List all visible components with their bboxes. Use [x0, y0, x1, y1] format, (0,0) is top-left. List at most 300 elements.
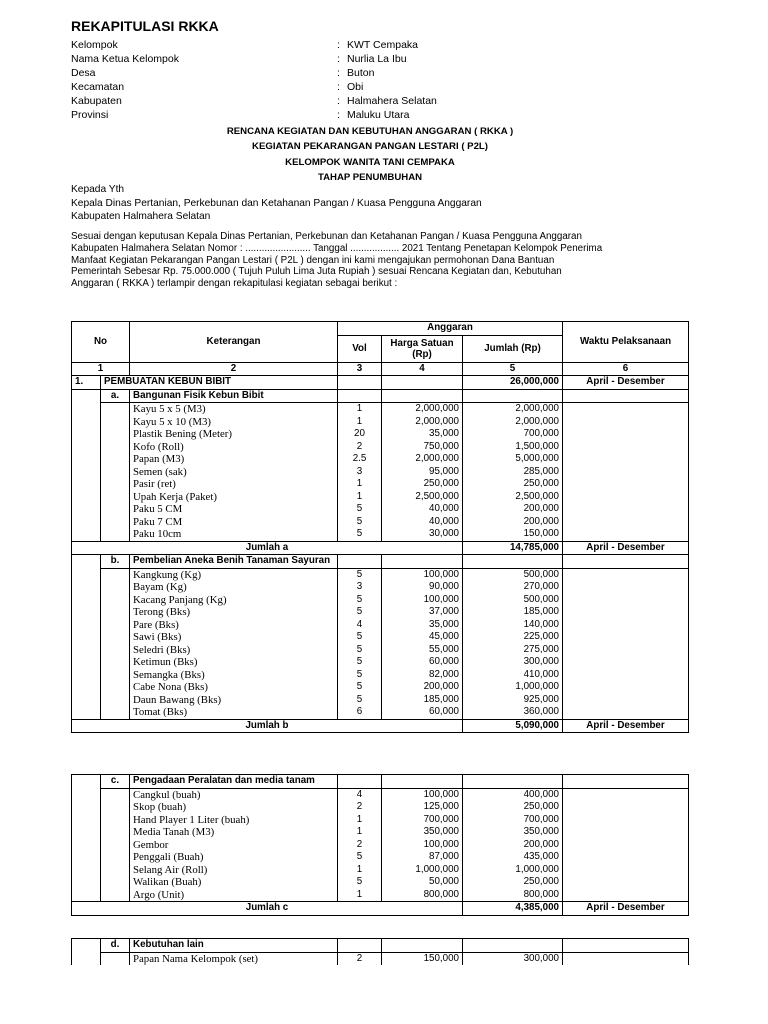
item-row [72, 619, 689, 632]
info-value: Buton [347, 67, 375, 79]
item-spacer-cell [101, 826, 130, 839]
item-harga: 90,000 [382, 581, 463, 594]
section-header-row [72, 389, 689, 403]
item-vol: 5 [338, 568, 382, 581]
item-jumlah: 285,000 [463, 466, 563, 479]
letter-regency: Kabupaten Halmahera Selatan [71, 211, 211, 222]
item-vol: 2 [338, 441, 382, 454]
item-spacer-cell [101, 581, 130, 594]
subtotal-label: Jumlah c [72, 902, 463, 916]
header-no: No [72, 322, 130, 363]
item-row [72, 581, 689, 594]
item-spacer-cell [101, 428, 130, 441]
item-name: Kangkung (Kg) [130, 568, 338, 581]
empty-cell [338, 775, 382, 789]
item-waktu-cell [563, 656, 689, 669]
subtotal-waktu: April - Desember [563, 902, 689, 916]
item-jumlah: 800,000 [463, 889, 563, 902]
empty-cell [338, 555, 382, 569]
group-info [71, 38, 671, 122]
item-harga: 2,000,000 [382, 403, 463, 416]
item-row [72, 656, 689, 669]
item-jumlah: 185,000 [463, 606, 563, 619]
item-waktu-cell [563, 428, 689, 441]
item-waktu-cell [563, 681, 689, 694]
section-spacer-cell [72, 389, 101, 403]
item-vol: 2 [338, 801, 382, 814]
item-waktu-cell [563, 516, 689, 529]
item-waktu-cell [563, 706, 689, 719]
item-vol: 5 [338, 516, 382, 529]
item-spacer-cell [101, 478, 130, 491]
item-waktu-cell [563, 594, 689, 607]
info-colon: : [337, 81, 340, 93]
item-row [72, 644, 689, 657]
item-row [72, 814, 689, 827]
item-vol: 1 [338, 826, 382, 839]
item-jumlah: 250,000 [463, 801, 563, 814]
item-spacer-cell [72, 801, 101, 814]
header-anggaran: Anggaran [338, 322, 563, 336]
item-name: Gembor [130, 839, 338, 852]
item-harga: 125,000 [382, 801, 463, 814]
item-spacer-cell [72, 876, 101, 889]
item-jumlah: 275,000 [463, 644, 563, 657]
item-jumlah: 500,000 [463, 594, 563, 607]
item-name: Kacang Panjang (Kg) [130, 594, 338, 607]
item-waktu-cell [563, 644, 689, 657]
item-jumlah: 150,000 [463, 528, 563, 541]
item-vol: 20 [338, 428, 382, 441]
item-spacer-cell [72, 606, 101, 619]
rkka-table-main [71, 321, 689, 733]
item-vol: 4 [338, 619, 382, 632]
item-vol: 5 [338, 681, 382, 694]
item-waktu-cell [563, 669, 689, 682]
item-vol: 5 [338, 876, 382, 889]
item-vol: 6 [338, 706, 382, 719]
item-jumlah: 2,500,000 [463, 491, 563, 504]
item-spacer-cell [72, 631, 101, 644]
item-vol: 1 [338, 864, 382, 877]
empty-cell [382, 555, 463, 569]
item-row [72, 876, 689, 889]
item-name: Tomat (Bks) [130, 706, 338, 719]
item-vol: 5 [338, 644, 382, 657]
info-row [71, 108, 671, 122]
item-harga: 2,000,000 [382, 416, 463, 429]
item-spacer-cell [101, 814, 130, 827]
item-row [72, 851, 689, 864]
item-name: Plastik Bening (Meter) [130, 428, 338, 441]
item-jumlah: 300,000 [463, 656, 563, 669]
item-spacer-cell [72, 568, 101, 581]
item-spacer-cell [72, 619, 101, 632]
info-row [71, 38, 671, 52]
item-row [72, 594, 689, 607]
info-label: Desa [71, 67, 96, 79]
item-waktu-cell [563, 581, 689, 594]
item-name: Bayam (Kg) [130, 581, 338, 594]
item-spacer-cell [72, 864, 101, 877]
subtotal-value: 5,090,000 [463, 719, 563, 733]
item-spacer-cell [101, 851, 130, 864]
item-vol: 5 [338, 594, 382, 607]
item-spacer-cell [101, 594, 130, 607]
item-row [72, 453, 689, 466]
item-row [72, 416, 689, 429]
item-harga: 40,000 [382, 503, 463, 516]
item-vol: 4 [338, 788, 382, 801]
item-vol: 2 [338, 839, 382, 852]
item-waktu-cell [563, 528, 689, 541]
document-title: REKAPITULASI RKKA [71, 18, 219, 34]
item-vol: 5 [338, 694, 382, 707]
item-harga: 100,000 [382, 594, 463, 607]
info-value: Obi [347, 81, 364, 93]
item-jumlah: 2,000,000 [463, 416, 563, 429]
item-spacer-cell [72, 706, 101, 719]
item-spacer-cell [101, 528, 130, 541]
item-name: Semangka (Bks) [130, 669, 338, 682]
item-name: Kayu 5 x 10 (M3) [130, 416, 338, 429]
item-row [72, 491, 689, 504]
item-waktu-cell [563, 814, 689, 827]
item-name: Paku 7 CM [130, 516, 338, 529]
section-letter: b. [101, 555, 130, 569]
item-spacer-cell [101, 706, 130, 719]
main-total: 26,000,000 [463, 376, 563, 390]
item-harga: 35,000 [382, 619, 463, 632]
item-vol: 5 [338, 656, 382, 669]
item-name: Sawi (Bks) [130, 631, 338, 644]
item-jumlah: 350,000 [463, 826, 563, 839]
item-harga: 700,000 [382, 814, 463, 827]
item-name: Papan (M3) [130, 453, 338, 466]
item-row [72, 669, 689, 682]
empty-cell [338, 389, 382, 403]
item-harga: 30,000 [382, 528, 463, 541]
item-spacer-cell [101, 516, 130, 529]
item-row [72, 503, 689, 516]
item-name: Semen (sak) [130, 466, 338, 479]
item-name: Selang Air (Roll) [130, 864, 338, 877]
item-jumlah: 700,000 [463, 428, 563, 441]
item-spacer-cell [101, 631, 130, 644]
subtotal-row [72, 541, 689, 555]
empty-cell [463, 389, 563, 403]
item-row [72, 441, 689, 454]
empty-cell [382, 775, 463, 789]
item-row [72, 681, 689, 694]
item-waktu-cell [563, 864, 689, 877]
info-label: Kabupaten [71, 95, 122, 107]
item-spacer-cell [72, 694, 101, 707]
subtotal-label: Jumlah a [72, 541, 463, 555]
empty-cell [382, 389, 463, 403]
item-row [72, 516, 689, 529]
item-name: Papan Nama Kelompok (set) [130, 952, 338, 965]
column-number: 3 [338, 362, 382, 376]
info-row [71, 52, 671, 66]
item-spacer-cell [72, 491, 101, 504]
item-spacer-cell [101, 403, 130, 416]
item-spacer-cell [101, 952, 130, 965]
item-jumlah: 225,000 [463, 631, 563, 644]
item-waktu-cell [563, 839, 689, 852]
item-name: Paku 10cm [130, 528, 338, 541]
main-category-row [72, 376, 689, 390]
item-name: Pasir (ret) [130, 478, 338, 491]
empty-cell [338, 939, 382, 953]
item-name: Argo (Unit) [130, 889, 338, 902]
item-harga: 100,000 [382, 839, 463, 852]
item-name: Kofo (Roll) [130, 441, 338, 454]
table-header-row [72, 322, 689, 336]
section-letter: c. [101, 775, 130, 789]
item-row [72, 568, 689, 581]
info-value: Nurlia La Ibu [347, 53, 407, 65]
item-name: Cabe Nona (Bks) [130, 681, 338, 694]
info-colon: : [337, 95, 340, 107]
item-jumlah: 300,000 [463, 952, 563, 965]
rkka-table-d [71, 938, 689, 965]
info-colon: : [337, 53, 340, 65]
header-keterangan: Keterangan [130, 322, 338, 363]
subtotal-row [72, 719, 689, 733]
item-waktu-cell [563, 619, 689, 632]
item-spacer-cell [101, 876, 130, 889]
item-waktu-cell [563, 694, 689, 707]
item-row [72, 528, 689, 541]
letter-recipient: Kepala Dinas Pertanian, Perkebunan dan Ketahanan Pangan / Kuasa Pengguna Anggaran [71, 198, 482, 209]
header-waktu: Waktu Pelaksanaan [563, 322, 689, 363]
item-harga: 1,000,000 [382, 864, 463, 877]
item-vol: 1 [338, 478, 382, 491]
item-spacer-cell [101, 441, 130, 454]
item-jumlah: 1,000,000 [463, 681, 563, 694]
item-spacer-cell [72, 441, 101, 454]
item-row [72, 952, 689, 965]
item-spacer-cell [101, 694, 130, 707]
heading-line: KEGIATAN PEKARANGAN PANGAN LESTARI ( P2L) [252, 141, 488, 153]
item-spacer-cell [72, 826, 101, 839]
item-jumlah: 5,000,000 [463, 453, 563, 466]
item-spacer-cell [72, 466, 101, 479]
subtotal-value: 4,385,000 [463, 902, 563, 916]
column-number: 4 [382, 362, 463, 376]
item-waktu-cell [563, 491, 689, 504]
item-waktu-cell [563, 952, 689, 965]
item-vol: 3 [338, 581, 382, 594]
item-name: Penggali (Buah) [130, 851, 338, 864]
item-waktu-cell [563, 478, 689, 491]
item-row [72, 606, 689, 619]
item-spacer-cell [101, 453, 130, 466]
item-vol: 5 [338, 528, 382, 541]
item-vol: 5 [338, 851, 382, 864]
item-spacer-cell [101, 491, 130, 504]
info-label: Kecamatan [71, 81, 125, 93]
item-vol: 5 [338, 669, 382, 682]
subtotal-value: 14,785,000 [463, 541, 563, 555]
subtotal-label: Jumlah b [72, 719, 463, 733]
item-spacer-cell [101, 466, 130, 479]
item-row [72, 631, 689, 644]
item-jumlah: 2,000,000 [463, 403, 563, 416]
letter-to: Kepada Yth [71, 184, 125, 195]
heading-line: TAHAP PENUMBUHAN [317, 171, 423, 183]
item-harga: 250,000 [382, 478, 463, 491]
info-colon: : [337, 67, 340, 79]
item-vol: 1 [338, 403, 382, 416]
empty-cell [563, 389, 689, 403]
item-spacer-cell [72, 788, 101, 801]
item-vol: 3 [338, 466, 382, 479]
item-spacer-cell [72, 656, 101, 669]
heading-line: RENCANA KEGIATAN DAN KEBUTUHAN ANGGARAN ( RKKA ) [226, 126, 514, 137]
item-row [72, 478, 689, 491]
item-spacer-cell [72, 594, 101, 607]
item-jumlah: 925,000 [463, 694, 563, 707]
section-header-row [72, 775, 689, 789]
item-row [72, 466, 689, 479]
item-spacer-cell [101, 644, 130, 657]
item-spacer-cell [101, 568, 130, 581]
item-harga: 2,500,000 [382, 491, 463, 504]
item-spacer-cell [72, 428, 101, 441]
item-name: Terong (Bks) [130, 606, 338, 619]
item-name: Skop (buah) [130, 801, 338, 814]
item-harga: 100,000 [382, 568, 463, 581]
item-spacer-cell [72, 644, 101, 657]
main-no: 1. [72, 376, 101, 390]
main-waktu: April - Desember [563, 376, 689, 390]
section-letter: d. [101, 939, 130, 953]
info-colon: : [337, 39, 340, 51]
column-number: 1 [72, 362, 130, 376]
item-waktu-cell [563, 631, 689, 644]
item-name: Cangkul (buah) [130, 788, 338, 801]
item-row [72, 428, 689, 441]
item-harga: 55,000 [382, 644, 463, 657]
item-name: Hand Player 1 Liter (buah) [130, 814, 338, 827]
empty-cell [463, 555, 563, 569]
subtotal-row [72, 902, 689, 916]
section-name: Pengadaan Peralatan dan media tanam [130, 775, 338, 789]
item-jumlah: 360,000 [463, 706, 563, 719]
section-letter: a. [101, 389, 130, 403]
empty-cell [382, 939, 463, 953]
item-name: Kayu 5 x 5 (M3) [130, 403, 338, 416]
item-waktu-cell [563, 568, 689, 581]
item-waktu-cell [563, 801, 689, 814]
info-row [71, 80, 671, 94]
section-spacer-cell [72, 775, 101, 789]
item-harga: 37,000 [382, 606, 463, 619]
item-spacer-cell [72, 581, 101, 594]
item-spacer-cell [101, 839, 130, 852]
section-spacer-cell [72, 555, 101, 569]
item-row [72, 801, 689, 814]
info-colon: : [337, 109, 340, 121]
item-harga: 82,000 [382, 669, 463, 682]
heading-line: KELOMPOK WANITA TANI CEMPAKA [285, 156, 455, 168]
item-row [72, 864, 689, 877]
item-vol: 1 [338, 416, 382, 429]
letter-body-line: Anggaran ( RKKA ) terlampir dengan rekapitulasi kegiatan sebagai berikut : [71, 278, 398, 290]
item-spacer-cell [72, 889, 101, 902]
item-spacer-cell [72, 516, 101, 529]
item-jumlah: 1,500,000 [463, 441, 563, 454]
item-harga: 100,000 [382, 788, 463, 801]
column-number: 2 [130, 362, 338, 376]
letter-body [71, 231, 691, 290]
column-number: 6 [563, 362, 689, 376]
item-name: Walikan (Buah) [130, 876, 338, 889]
item-jumlah: 140,000 [463, 619, 563, 632]
item-name: Daun Bawang (Bks) [130, 694, 338, 707]
item-jumlah: 200,000 [463, 503, 563, 516]
item-harga: 95,000 [382, 466, 463, 479]
section-name: Pembelian Aneka Benih Tanaman Sayuran [130, 555, 338, 569]
item-harga: 60,000 [382, 656, 463, 669]
item-spacer-cell [72, 681, 101, 694]
item-name: Media Tanah (M3) [130, 826, 338, 839]
empty-cell [338, 376, 382, 390]
item-harga: 35,000 [382, 428, 463, 441]
info-row [71, 66, 671, 80]
header-vol: Vol [338, 335, 382, 362]
main-name: PEMBUATAN KEBUN BIBIT [101, 376, 338, 390]
info-label: Kelompok [71, 39, 118, 51]
item-vol: 2.5 [338, 453, 382, 466]
empty-cell [563, 775, 689, 789]
item-waktu-cell [563, 826, 689, 839]
item-vol: 5 [338, 631, 382, 644]
empty-cell [563, 555, 689, 569]
item-waktu-cell [563, 466, 689, 479]
item-spacer-cell [72, 478, 101, 491]
item-vol: 1 [338, 491, 382, 504]
section-name: Kebutuhan lain [130, 939, 338, 953]
letter-body-line: Kabupaten Halmahera Selatan Nomor : ........................ Tanggal .................. 2021 Tentang Penetapan Kelompok Penerima [71, 242, 603, 254]
item-jumlah: 700,000 [463, 814, 563, 827]
item-name: Pare (Bks) [130, 619, 338, 632]
item-harga: 200,000 [382, 681, 463, 694]
item-row [72, 826, 689, 839]
item-spacer-cell [101, 669, 130, 682]
rkka-table-c [71, 774, 689, 916]
item-vol: 1 [338, 814, 382, 827]
empty-cell [382, 376, 463, 390]
header-harga: Harga Satuan (Rp) [382, 335, 463, 362]
info-label: Provinsi [71, 109, 109, 121]
letter-body-line: Sesuai dengan keputusan Kepala Dinas Pertanian, Perkebunan dan Ketahanan Pangan / Kuasa Pengguna Anggaran [71, 231, 582, 242]
item-waktu-cell [563, 453, 689, 466]
item-waktu-cell [563, 503, 689, 516]
item-harga: 150,000 [382, 952, 463, 965]
item-harga: 2,000,000 [382, 453, 463, 466]
item-jumlah: 500,000 [463, 568, 563, 581]
item-jumlah: 435,000 [463, 851, 563, 864]
item-waktu-cell [563, 606, 689, 619]
item-jumlah: 250,000 [463, 876, 563, 889]
item-spacer-cell [72, 416, 101, 429]
item-harga: 750,000 [382, 441, 463, 454]
empty-cell [463, 939, 563, 953]
item-spacer-cell [72, 851, 101, 864]
